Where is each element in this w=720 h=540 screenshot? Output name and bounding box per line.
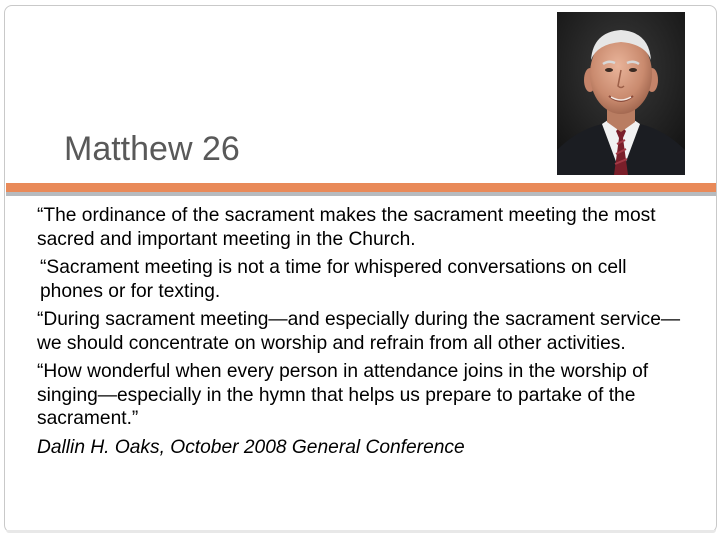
slide-title: Matthew 26 [64, 130, 240, 168]
title-accent-line [6, 183, 716, 196]
quote-paragraph-1: “The ordinance of the sacrament makes the sacrament meeting the most sacred and important meeting in the Church. [37, 205, 656, 250]
quote-attribution: Dallin H. Oaks, October 2008 General Conference [37, 436, 465, 458]
quote-paragraph-3: “During sacrament meeting—and especially during the sacrament service—we should concentrate on worship and refrain from all other activities. [37, 309, 681, 354]
quote-paragraph-2: “Sacrament meeting is not a time for whispered conversations on cell phones or for texting. [40, 257, 627, 302]
slide-frame-shadow [6, 530, 716, 533]
portrait-icon [557, 12, 685, 175]
portrait-photo [557, 12, 685, 175]
quote-body [37, 204, 682, 464]
quote-paragraph-4: “How wonderful when every person in attendance joins in the worship of singing—especially in the hymn that helps us prepare to partake of the sacrament.” [37, 361, 649, 429]
